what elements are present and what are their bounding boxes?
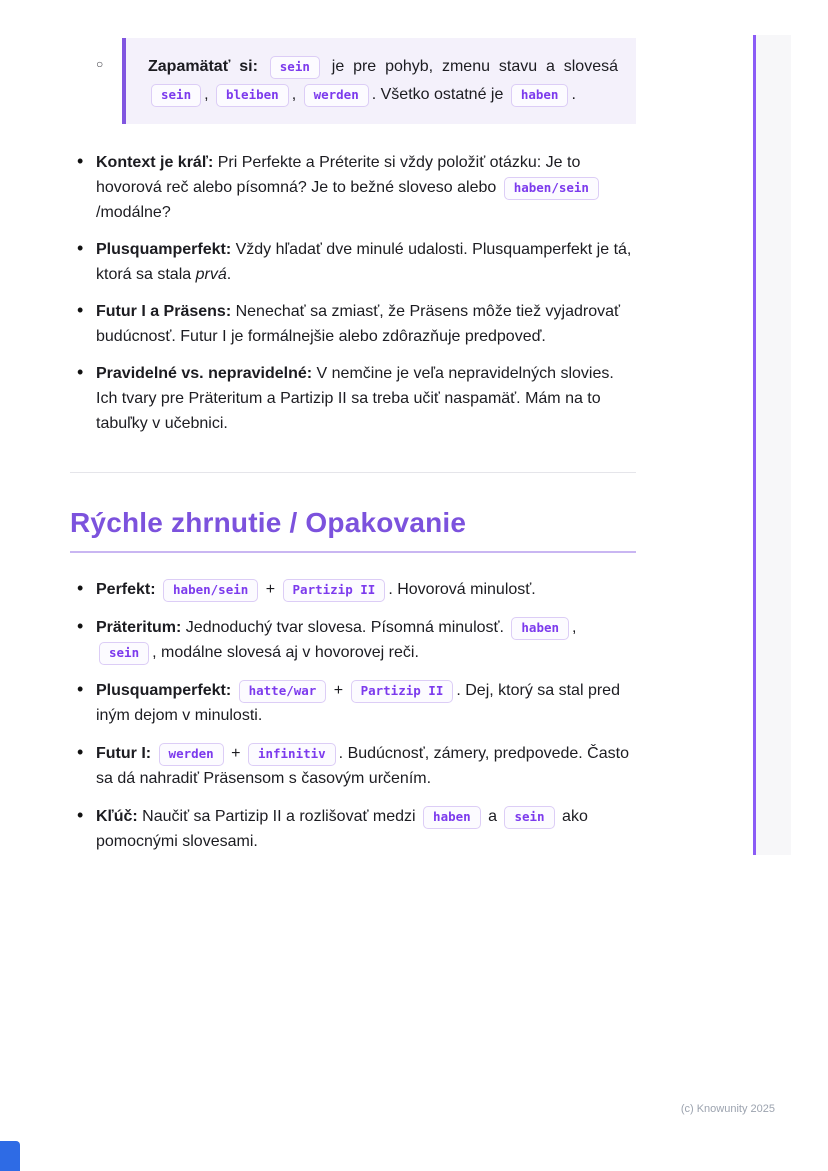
list-item: • Kontext je kráľ: Pri Perfekte a Préterite si vždy položiť otázku: Je to hovorová reč alebo písomná? Je to bežné sloveso alebo haben/sein/modálne? bbox=[70, 150, 636, 225]
list-item: • Kľúč: Naučiť sa Partizip II a rozlišovať medzi haben a sein ako pomocnými slovesami. bbox=[70, 804, 636, 854]
code-chip: werden bbox=[159, 743, 224, 766]
section-heading: Rýchle zhrnutie / Opakovanie bbox=[70, 507, 636, 553]
section-divider bbox=[70, 472, 636, 473]
page-edge-strip bbox=[753, 35, 791, 855]
code-chip: haben/sein bbox=[504, 177, 599, 200]
code-chip: haben bbox=[423, 806, 481, 829]
code-chip: bleiben bbox=[216, 84, 289, 107]
code-chip: haben/sein bbox=[163, 579, 258, 602]
list-item: • Plusquamperfekt: Vždy hľadať dve minulé udalosti. Plusquamperfekt je tá, ktorá sa stala prvá. bbox=[70, 237, 636, 287]
code-chip: sein bbox=[99, 642, 149, 665]
footer-copyright: (c) Knowunity 2025 bbox=[680, 1103, 775, 1115]
list-item: • Präteritum: Jednoduchý tvar slovesa. Písomná minulosť. haben , sein , modálne slovesá aj v hovorovej reči. bbox=[70, 615, 636, 665]
circle-bullet-marker: ○ bbox=[96, 57, 104, 71]
corner-logo-fragment bbox=[0, 1141, 20, 1171]
code-chip: sein bbox=[270, 56, 320, 79]
code-chip: haben bbox=[511, 84, 569, 107]
code-chip: Partizip II bbox=[283, 579, 386, 602]
code-chip: infinitiv bbox=[248, 743, 336, 766]
list-item: • Perfekt: haben/sein + Partizip II . Hovorová minulosť. bbox=[70, 577, 636, 602]
list-item: • Futur I: werden + infinitiv . Budúcnosť, zámery, predpovede. Často sa dá nahradiť Präsensom s časovým určením. bbox=[70, 741, 636, 791]
callout-row bbox=[70, 38, 636, 124]
callout-text: Zapamätať si: sein je pre pohyb, zmenu stavu a slovesá sein , bleiben , werden . Všetko ostatné je haben . bbox=[148, 53, 618, 109]
code-chip: hatte/war bbox=[239, 680, 327, 703]
summary-list bbox=[70, 577, 636, 854]
list-item: • Pravidelné vs. nepravidelné: V nemčine je veľa nepravidelných slovies. Ich tvary pre Präteritum a Partizip II sa treba učiť naspamäť. Mám na to tabuľky v učebnici. bbox=[70, 361, 636, 436]
code-chip: Partizip II bbox=[351, 680, 454, 703]
list-item: • Futur I a Präsens: Nenechať sa zmiasť, že Präsens môže tiež vyjadrovať budúcnosť. Futur I je formálnejšie alebo zdôrazňuje predpoveď. bbox=[70, 299, 636, 349]
code-chip: haben bbox=[511, 617, 569, 640]
content-column bbox=[70, 38, 636, 867]
callout-box bbox=[122, 38, 636, 124]
code-chip: sein bbox=[151, 84, 201, 107]
notes-list bbox=[70, 150, 636, 436]
code-chip: werden bbox=[304, 84, 369, 107]
code-chip: sein bbox=[504, 806, 554, 829]
list-item: • Plusquamperfekt: hatte/war + Partizip II . Dej, ktorý sa stal pred iným dejom v minulosti. bbox=[70, 678, 636, 728]
